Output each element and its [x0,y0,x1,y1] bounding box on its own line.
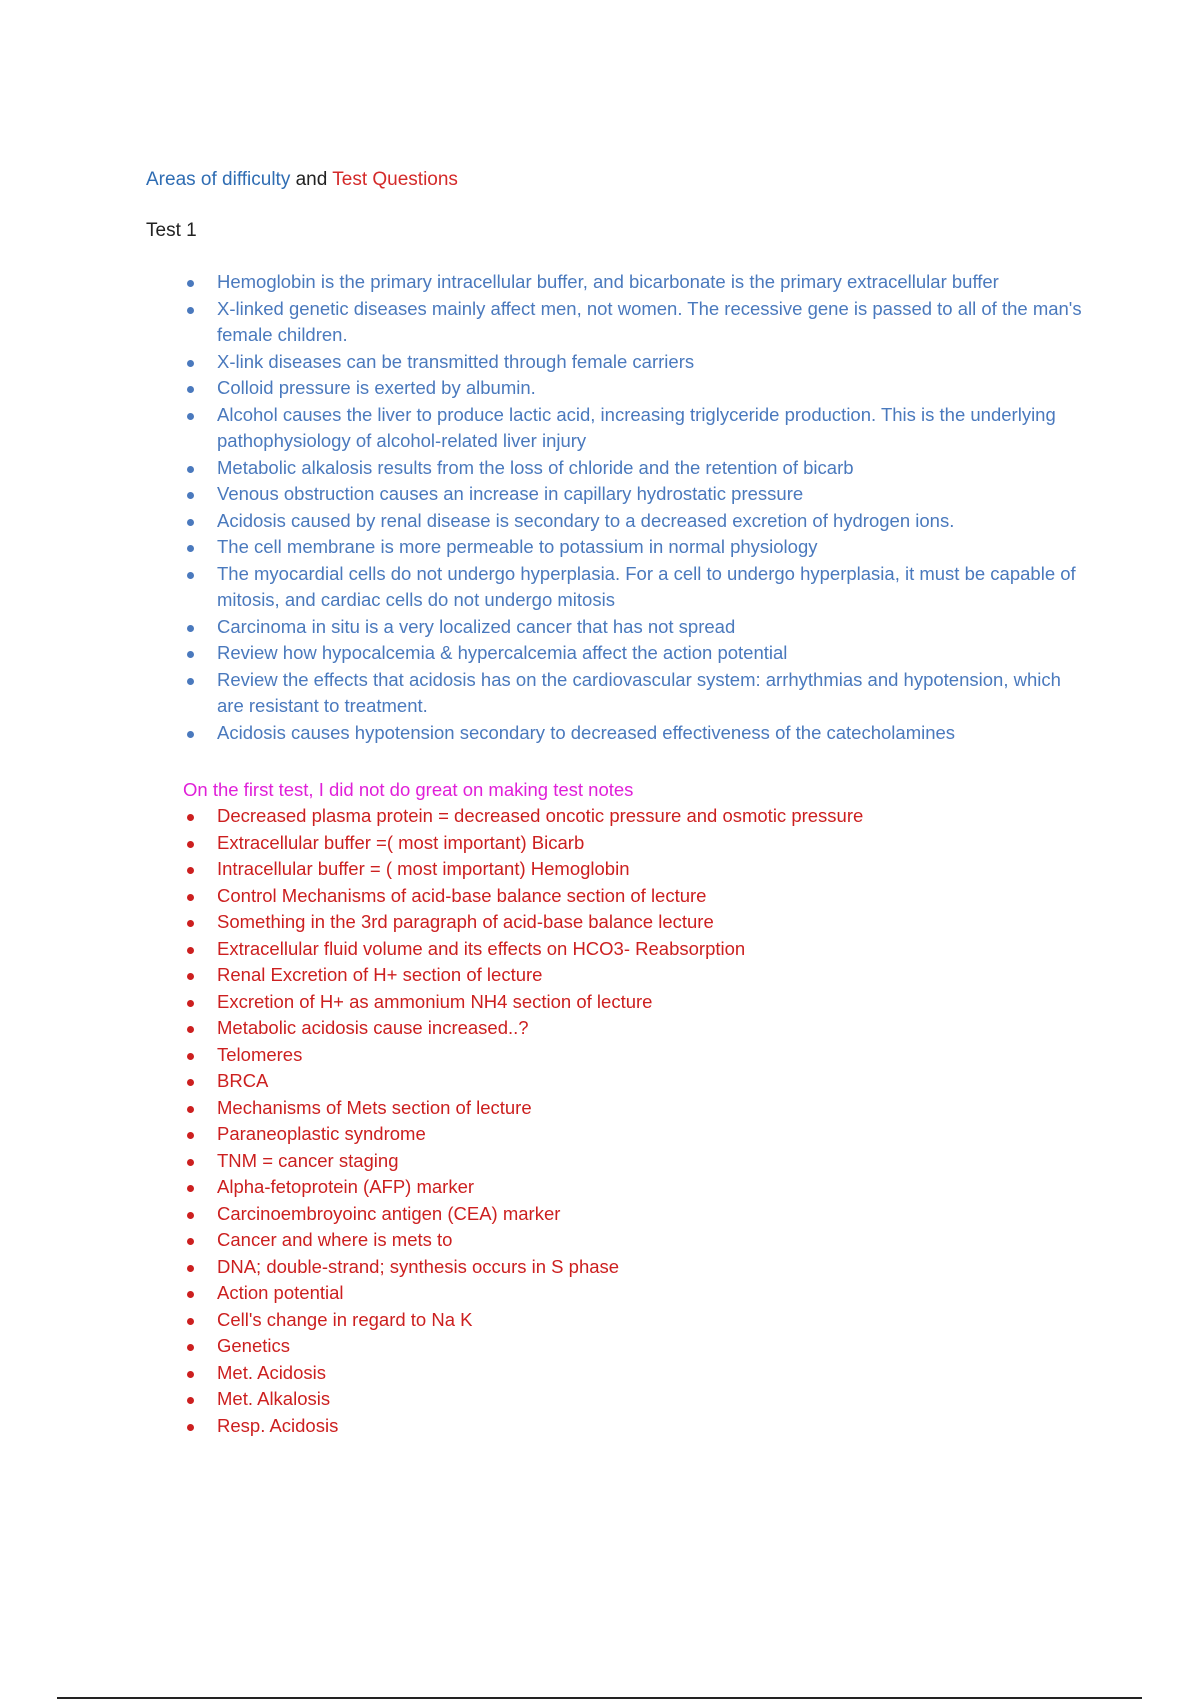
list-item: Something in the 3rd paragraph of acid-base balance lecture [217,909,1087,936]
list-item: Met. Alkalosis [217,1386,1087,1413]
list-item: Cancer and where is mets to [217,1227,1087,1254]
list-item: Metabolic alkalosis results from the loss of chloride and the retention of bicarb [217,455,1087,482]
section-heading-test-1: Test 1 [146,220,197,241]
test-questions-list [217,803,1087,1439]
list-item: Review the effects that acidosis has on the cardiovascular system: arrhythmias and hypotension, which are resistant to treatment. [217,667,1087,720]
list-item: Hemoglobin is the primary intracellular buffer, and bicarbonate is the primary extracellular buffer [217,269,1087,296]
list-item: Resp. Acidosis [217,1413,1087,1440]
list-item: Carcinoembroyoinc antigen (CEA) marker [217,1201,1087,1228]
list-item: Venous obstruction causes an increase in capillary hydrostatic pressure [217,481,1087,508]
list-item: Control Mechanisms of acid-base balance section of lecture [217,883,1087,910]
list-item: Extracellular buffer =( most important) Bicarb [217,830,1087,857]
list-item: Metabolic acidosis cause increased..? [217,1015,1087,1042]
list-item: X-linked genetic diseases mainly affect men, not women. The recessive gene is passed to all of the man's female children. [217,296,1087,349]
list-item: The myocardial cells do not undergo hyperplasia. For a cell to undergo hyperplasia, it must be capable of mitosis, and cardiac cells do not undergo mitosis [217,561,1087,614]
list-item: Colloid pressure is exerted by albumin. [217,375,1087,402]
title-test-questions: Test Questions [332,169,458,190]
test-notes-heading: On the first test, I did not do great on making test notes [183,779,634,800]
list-item: BRCA [217,1068,1087,1095]
title-areas-of-difficulty: Areas of difficulty [146,169,291,190]
list-item: Mechanisms of Mets section of lecture [217,1095,1087,1122]
list-item: DNA; double-strand; synthesis occurs in S phase [217,1254,1087,1281]
list-item: Acidosis causes hypotension secondary to decreased effectiveness of the catecholamines [217,720,1087,747]
list-item: Intracellular buffer = ( most important) Hemoglobin [217,856,1087,883]
list-item: Paraneoplastic syndrome [217,1121,1087,1148]
list-item: Alpha-fetoprotein (AFP) marker [217,1174,1087,1201]
page-title [146,168,458,192]
list-item: Excretion of H+ as ammonium NH4 section of lecture [217,989,1087,1016]
list-item: Alcohol causes the liver to produce lactic acid, increasing triglyceride production. This is the underlying pathophysiology of alcohol-related liver injury [217,402,1087,455]
list-item: Met. Acidosis [217,1360,1087,1387]
list-item: Genetics [217,1333,1087,1360]
list-item: Decreased plasma protein = decreased oncotic pressure and osmotic pressure [217,803,1087,830]
list-item: Action potential [217,1280,1087,1307]
list-item: Cell's change in regard to Na K [217,1307,1087,1334]
list-item: Extracellular fluid volume and its effects on HCO3- Reabsorption [217,936,1087,963]
title-and: and [295,169,328,190]
list-item: The cell membrane is more permeable to potassium in normal physiology [217,534,1087,561]
list-item: Review how hypocalcemia & hypercalcemia affect the action potential [217,640,1087,667]
list-item: Carcinoma in situ is a very localized cancer that has not spread [217,614,1087,641]
list-item: TNM = cancer staging [217,1148,1087,1175]
list-item: Renal Excretion of H+ section of lecture [217,962,1087,989]
list-item: Telomeres [217,1042,1087,1069]
difficulty-list [217,269,1087,746]
list-item: X-link diseases can be transmitted through female carriers [217,349,1087,376]
page-bottom-divider [57,1697,1142,1699]
list-item: Acidosis caused by renal disease is secondary to a decreased excretion of hydrogen ions. [217,508,1087,535]
